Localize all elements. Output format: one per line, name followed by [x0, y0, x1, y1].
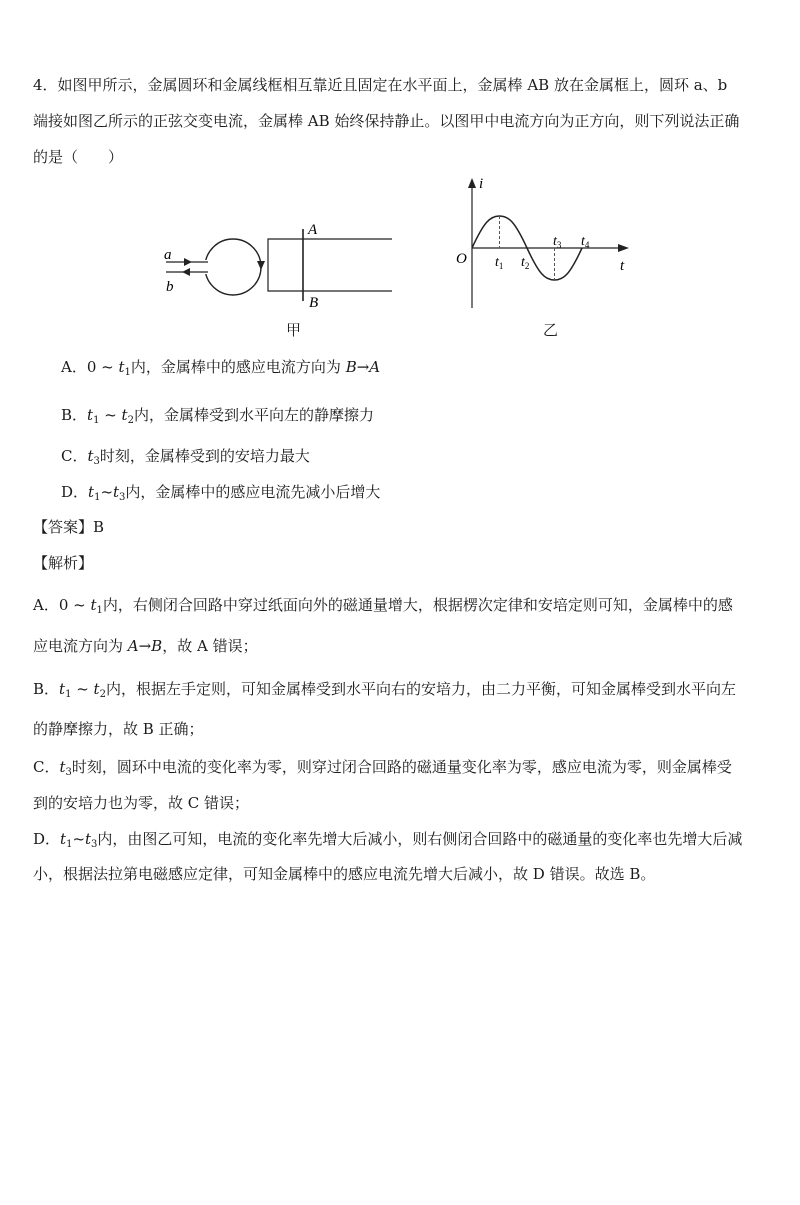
analysis-d-line-2: 小，根据法拉第电磁感应定律，可知金属棒中的感应电流先增大后减小，故 D 错误。故选 B。	[33, 865, 656, 883]
question-stem-line-1: 4．如图甲所示，金属圆环和金属线框相互靠近且固定在水平面上，金属棒 AB 放在金属框上，圆环 a、b	[33, 76, 728, 94]
analysis-c-line-2: 到的安培力也为零，故 C 错误；	[33, 794, 250, 812]
option-b: B．$t_1$ ~ $t_2$内，金属棒受到水平向左的静摩擦力	[61, 406, 374, 426]
question-stem-line-2: 端接如图乙所示的正弦交变电流，金属棒 AB 始终保持静止。以图甲中电流方向为正方向，则下列说法正确	[33, 112, 740, 130]
t2-label: $t_2$	[521, 255, 530, 271]
label-b: b	[166, 279, 174, 295]
t4-label: $t_4$	[581, 234, 590, 250]
axis-i-label: i	[479, 176, 484, 192]
figure-yi-graph	[448, 172, 638, 312]
analysis-d-line-1: D．$t_1\sim t_3$内，由图乙可知，电流的变化率先增大后减小，则右侧闭合回路中的磁通量的变化率也先增大后减	[33, 830, 743, 850]
figure-yi-caption: 乙	[543, 321, 559, 339]
option-a: A．0 ~ $t_1$内，金属棒中的感应电流方向为 B→A	[61, 358, 381, 378]
analysis-b-line-2: 的静摩擦力，故 B 正确；	[33, 720, 204, 738]
answer-label: 【答案】B	[33, 518, 105, 536]
arrow-in-icon	[184, 258, 192, 266]
t-axis-arrow-icon	[618, 244, 629, 252]
i-axis-arrow-icon	[468, 178, 476, 188]
analysis-a-line-2: 应电流方向为 A→B，故 A 错误；	[33, 637, 258, 655]
option-d: D．$t_1\sim t_3$内，金属棒中的感应电流先减小后增大	[61, 483, 381, 503]
t3-label: $t_3$	[553, 234, 562, 250]
t1-label: $t_1$	[495, 255, 504, 271]
option-c: C．$t_3$时刻，金属棒受到的安培力最大	[61, 447, 310, 467]
metal-frame	[268, 239, 392, 291]
analysis-c-line-1: C．$t_3$时刻，圆环中电流的变化率为零，则穿过闭合回路的磁通量变化率为零，感应电流为零，则金属棒受	[33, 758, 732, 778]
analysis-label: 【解析】	[33, 554, 94, 572]
axis-t-label: t	[620, 258, 625, 274]
figure-yi	[448, 172, 638, 312]
origin-label: O	[456, 251, 467, 267]
label-a: a	[164, 247, 172, 263]
analysis-b-line-1: B．$t_1$ ~ $t_2$内，根据左手定则，可知金属棒受到水平向右的安培力，由二力平衡，可知金属棒受到水平向左	[33, 680, 736, 700]
figure-jia-drawing	[150, 215, 410, 315]
figure-jia-caption: 甲	[286, 321, 302, 339]
metal-ring	[205, 239, 261, 295]
ring-arrow-icon	[257, 261, 265, 270]
arrow-out-icon	[182, 268, 190, 276]
analysis-a-line-1: A．0 ~ $t_1$内，右侧闭合回路中穿过纸面向外的磁通量增大，根据楞次定律和安培定则可知，金属棒中的感	[33, 596, 733, 616]
question-stem-line-3: 的是（ ）	[33, 148, 124, 166]
label-A: A	[308, 222, 318, 238]
label-B: B	[309, 295, 319, 311]
figure-jia	[150, 215, 410, 315]
